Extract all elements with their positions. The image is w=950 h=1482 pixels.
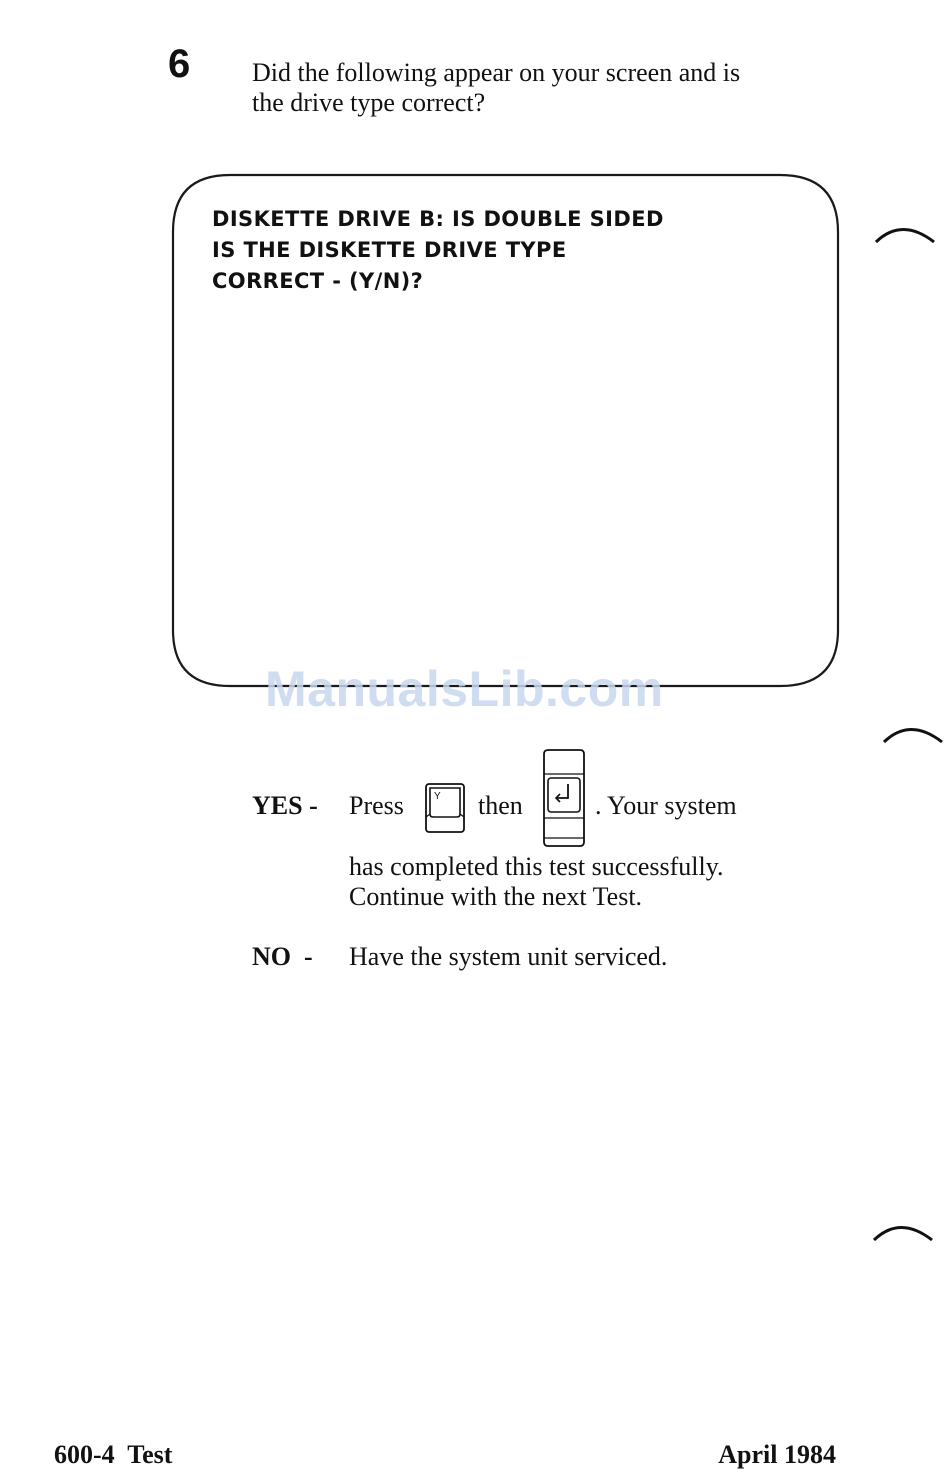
yes-label: YES - bbox=[252, 791, 318, 820]
enter-key-icon bbox=[540, 748, 588, 848]
binder-hole-mark-top bbox=[872, 212, 942, 252]
yes-line-3: Continue with the next Test. bbox=[349, 882, 643, 911]
yes-press-text: Press bbox=[349, 791, 404, 820]
no-text: Have the system unit serviced. bbox=[349, 942, 668, 971]
y-key-legend: Y bbox=[434, 791, 441, 802]
yes-then-text: then bbox=[478, 791, 523, 820]
no-label: NO - bbox=[252, 942, 313, 971]
watermark: ManualsLib.com bbox=[265, 661, 664, 717]
yes-your-system-text: . Your system bbox=[595, 791, 737, 820]
screen-message bbox=[212, 204, 664, 297]
yes-line-2: has completed this test successfully. bbox=[349, 852, 724, 881]
screen-line-3: CORRECT - (Y/N)? bbox=[212, 269, 424, 293]
binder-hole-mark-middle bbox=[880, 712, 950, 752]
y-key-icon bbox=[424, 782, 466, 834]
screen-line-1: DISKETTE DRIVE B: IS DOUBLE SIDED bbox=[212, 207, 664, 231]
binder-hole-mark-bottom bbox=[870, 1210, 940, 1250]
question-line-2: the drive type correct? bbox=[252, 88, 486, 117]
question-line-1: Did the following appear on your screen and is bbox=[252, 58, 741, 87]
step-number: 6 bbox=[168, 42, 191, 86]
footer-date: April 1984 bbox=[718, 1440, 836, 1469]
footer-page-number: 600-4 Test bbox=[54, 1440, 173, 1469]
screen-line-2: IS THE DISKETTE DRIVE TYPE bbox=[212, 238, 567, 262]
screen-illustration bbox=[0, 0, 950, 720]
